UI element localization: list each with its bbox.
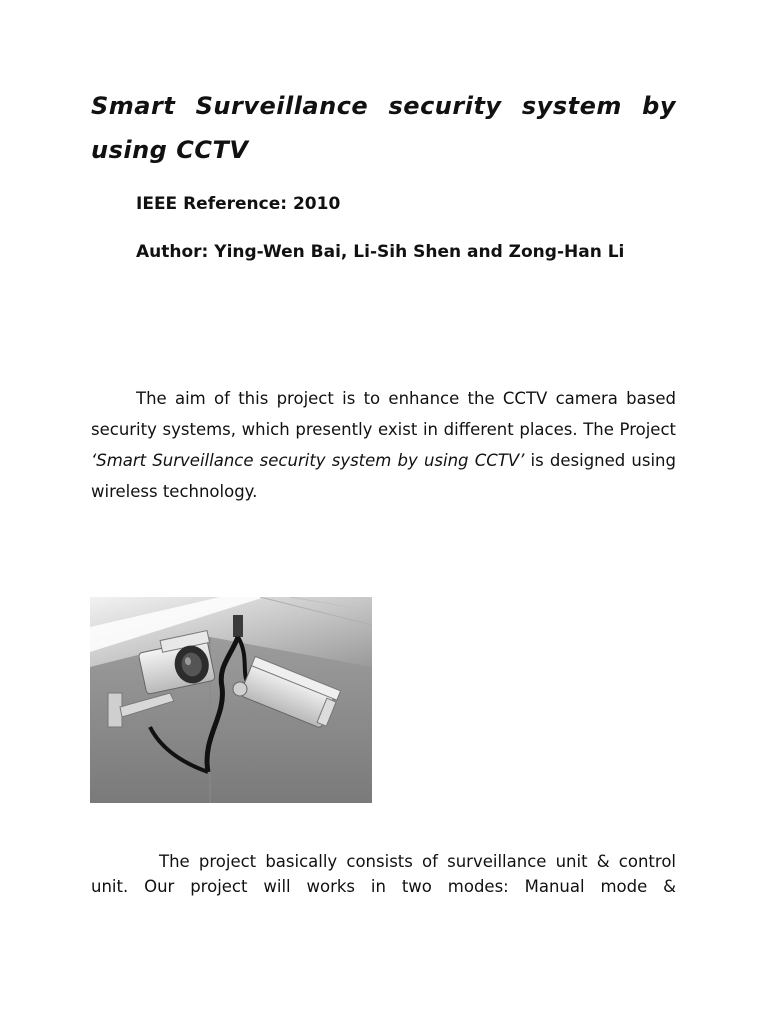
author-line: Author: Ying-Wen Bai, Li-Sih Shen and Zong-Han Li xyxy=(136,242,625,262)
cctv-cameras-photo xyxy=(90,597,372,803)
cctv-illustration xyxy=(90,597,372,803)
project-title-quote: ‘Smart Surveillance security system by using CCTV’ xyxy=(91,451,525,470)
intro-text-end: is designed using wireless technology. xyxy=(91,451,676,501)
ieee-reference: IEEE Reference: 2010 xyxy=(136,194,341,214)
document-title: Smart Surveillance security system by using CCTV xyxy=(91,92,676,164)
intro-text-start: The aim of this project is to enhance the CCTV camera based security systems, which presently exist in different places. The Project xyxy=(91,389,676,439)
modes-paragraph: The project basically consists of surveillance unit & control unit. Our project will works in two modes: Manual mode & xyxy=(91,852,676,896)
intro-paragraph xyxy=(91,383,676,507)
